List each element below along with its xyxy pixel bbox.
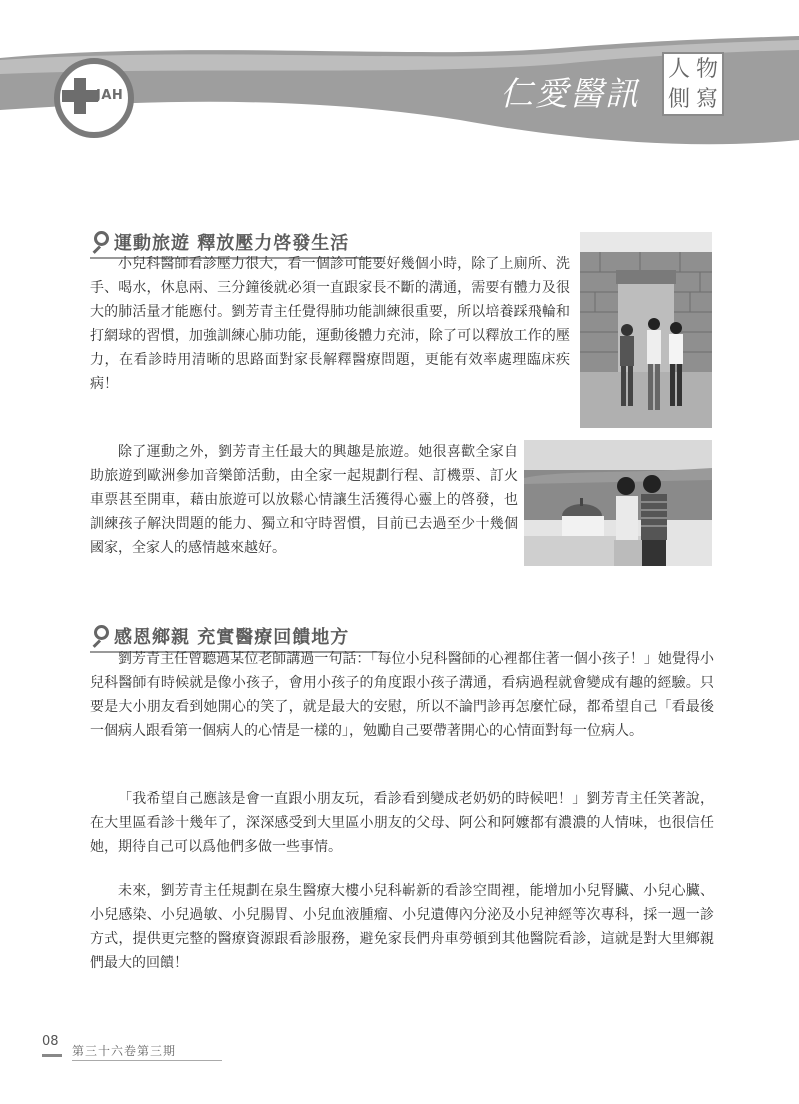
paragraph: 劉芳青主任曾聽過某位老師講過一句話：「每位小兒科醫師的心裡都住著一個小孩子！」她覺得小兒科醫師有時候就是像小孩子，會用小孩子的角度跟小孩子溝通，看病過程就會變成有趣的經驗。只要是大小朋友看到她開心的笑了，就是最大的安慰，所以不論門診再怎麼忙碌，都希望自己「看最後一個病人跟看第一個病人的心情是一樣的」，勉勵自己要帶著開心的心情面對每一位病人。: [90, 651, 714, 739]
photo-family-ruins: [580, 232, 712, 428]
section-heading-1: 運動旅遊 釋放壓力啓發生活: [90, 230, 382, 254]
header-band: [0, 0, 799, 150]
hospital-logo: [54, 58, 134, 138]
page-footer: [42, 1034, 442, 1068]
paragraph: 除了運動之外，劉芳青主任最大的興趣是旅遊。她很喜歡全家自助旅遊到歐洲參加音樂節活動，由全家一起規劃行程、訂機票、訂火車票甚至開車，藉由旅遊可以放鬆心情讓生活獲得心靈上的啓發，也訓練孩子解決問題的能力、獨立和守時習慣，目前已去過至少十幾個國家，全家人的感情越來越好。: [90, 444, 518, 556]
magazine-title: 仁愛醫訊: [500, 74, 640, 113]
section-char-2: 物: [696, 57, 719, 82]
issue-label: 第三十六卷第三期: [72, 1044, 177, 1058]
section-label: [662, 52, 724, 116]
paragraph: 小兒科醫師看診壓力很大，看一個診可能要好幾個小時，除了上廁所、洗手、喝水，休息兩、三分鐘後就必須一直跟家長不斷的溝通，需要有體力及很大的肺活量才能應付。劉芳青主任覺得肺功能訓練很重要，所以培養踩飛輪和打網球的習慣，加強訓練心肺功能，運動後體力充沛，除了可以釋放工作的壓力，在看診時用清晰的思路面對家長解釋醫療問題，更能有效率處理臨床疾病！: [90, 256, 570, 392]
section-heading-2: 感恩鄉親 充實醫療回饋地方: [90, 624, 382, 648]
paragraph: 「我希望自己應該是會一直跟小朋友玩，看診看到變成老奶奶的時候吧！」劉芳青主任笑著說，在大里區看診十幾年了，深深感受到大里區小朋友的父母、阿公和阿嬤都有濃濃的人情味，也很信任她，期待自己可以爲他們多做一些事情。: [90, 791, 714, 855]
page-number: 08: [42, 1034, 59, 1049]
magnifier-icon: [90, 625, 112, 647]
photo-couple-seaside: [524, 440, 712, 566]
paragraph: 未來，劉芳青主任規劃在泉生醫療大樓小兒科嶄新的看診空間裡，能增加小兒腎臟、小兒心臟、小兒感染、小兒過敏、小兒腸胃、小兒血液腫瘤、小兒遺傳內分泌及小兒神經等次專科，採一週一診方式，提供更完整的醫療資源跟看診服務，避免家長們舟車勞頓到其他醫院看診，這就是對大里鄉親們最大的回饋！: [90, 883, 714, 971]
section-char-3: 側: [668, 87, 691, 112]
logo-text: JAH: [96, 88, 124, 103]
section-char-1: 人: [668, 57, 691, 82]
section-char-4: 寫: [696, 87, 719, 112]
magnifier-icon: [90, 231, 112, 253]
